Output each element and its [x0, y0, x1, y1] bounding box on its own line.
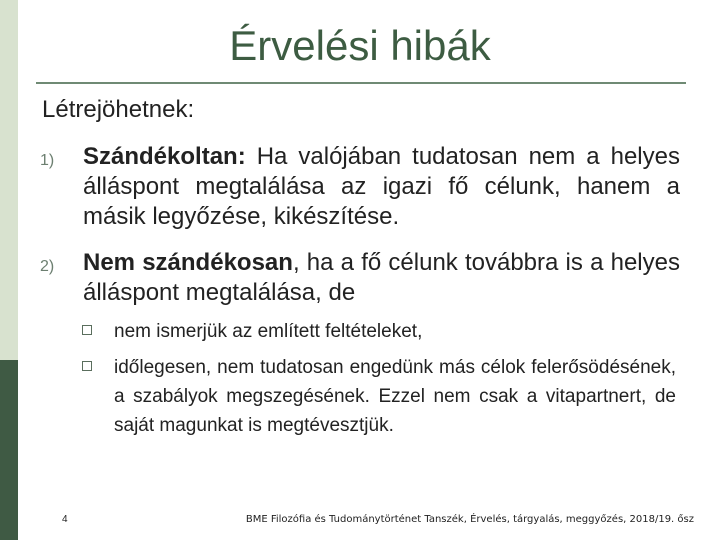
- list-item-body: Ha valójában tudatosan nem a helyes álláspont megtalálása az igazi fő célunk, hanem a másik legyőzése, kikészítése.: [83, 143, 680, 230]
- sub-list-item: [82, 353, 676, 440]
- list-item: [40, 142, 680, 232]
- sub-list-item: [82, 317, 676, 346]
- list-item: [40, 248, 680, 308]
- sidebar-decoration-dark: [0, 360, 18, 540]
- sub-item-text: nem ismerjük az említett feltételeket,: [114, 321, 423, 342]
- square-bullet-icon: [82, 361, 92, 371]
- square-bullet-icon: [82, 325, 92, 335]
- list-item-body: , ha a fő célunk továbbra is a helyes álláspont megtalálása, de: [83, 249, 680, 306]
- list-item-text: [83, 248, 680, 308]
- list-number: 1): [40, 152, 55, 169]
- title-divider: [36, 82, 686, 84]
- intro-text: Létrejöhetnek:: [42, 96, 195, 123]
- page-number: 4: [62, 514, 68, 525]
- sub-item-text: időlegesen, nem tudatosan engedünk más célok felerősödésének, a szabályok megszegésének. Ezzel nem csak a vitapartnert, de saját magunkat is megtévesztjük.: [114, 357, 676, 436]
- slide-title: Érvelési hibák: [229, 22, 491, 69]
- list-item-text: [83, 142, 680, 232]
- list-item-bold: Nem szándékosan: [83, 249, 293, 276]
- list-item-bold: Szándékoltan:: [83, 143, 246, 170]
- list-number: 2): [40, 258, 55, 275]
- footer-text: BME Filozófia és Tudománytörténet Tanszék, Érvelés, tárgyalás, meggyőzés, 2018/19. ősz: [245, 514, 694, 525]
